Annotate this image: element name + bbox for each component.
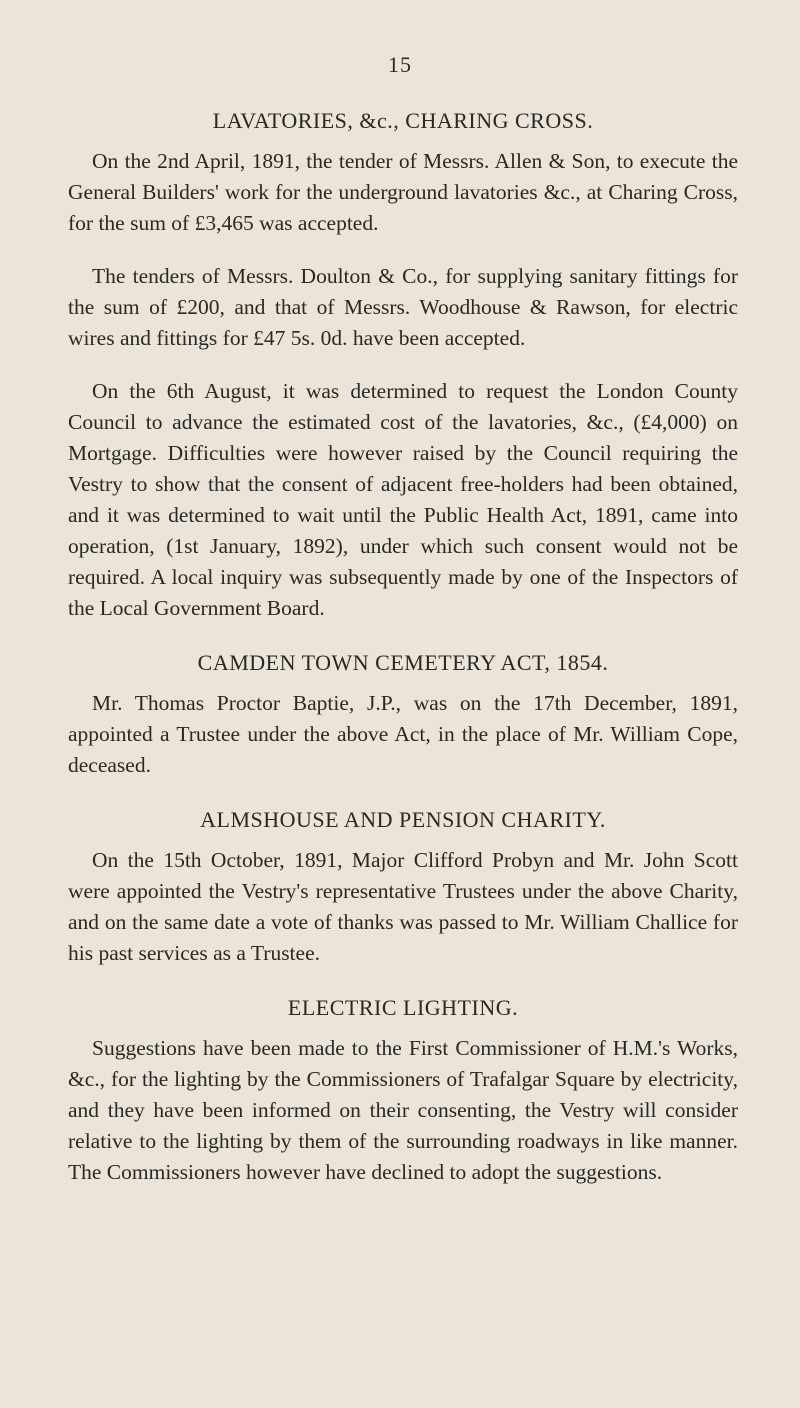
section-heading: ALMSHOUSE AND PENSION CHARITY. [200,807,606,832]
paragraph: On the 2nd April, 1891, the tender of Messrs. Allen & Son, to execute the General Builders' work for the underground lavatories &c., at Charing Cross, for the sum of £3,465 was accepted. [68,149,738,235]
section-almshouse-charity [68,807,738,969]
paragraph: On the 15th October, 1891, Major Clifford Probyn and Mr. John Scott were appointed the Vestry's representative Trustees under the above Charity, and on the same date a vote of thanks was passed to Mr. William Challice for his past services as a Trustee. [68,848,738,965]
paragraph: On the 6th August, it was determined to request the London County Council to advance the estimated cost of the lavatories, &c., (£4,000) on Mortgage. Difficulties were however raised by the Council requiring the Vestry to show that the consent of adjacent free-holders had been obtained, and it was determined to wait until the Public Health Act, 1891, came into operation, (1st January, 1892), under which such consent would not be required. A local inquiry was subsequently made by one of the Inspectors of the Local Government Board. [68,379,738,620]
paragraph: The tenders of Messrs. Doulton & Co., for supplying sanitary fittings for the sum of £200, and that of Messrs. Woodhouse & Rawson, for electric wires and fittings for £47 5s. 0d. have been accepted. [68,264,738,350]
section-electric-lighting [68,995,738,1188]
paragraph: Suggestions have been made to the First Commissioner of H.M.'s Works, &c., for the lighting by the Commissioners of Trafalgar Square by electricity, and they have been informed on their consenting, the Vestry will consider relative to the lighting by them of the surrounding roadways in like manner. The Commissioners however have declined to adopt the suggestions. [68,1036,738,1184]
paragraph: Mr. Thomas Proctor Baptie, J.P., was on the 17th December, 1891, appointed a Trustee under the above Act, in the place of Mr. William Cope, deceased. [68,691,738,777]
section-heading: CAMDEN TOWN CEMETERY ACT, 1854. [197,650,609,675]
section-heading: LAVATORIES, &c., CHARING CROSS. [212,108,594,133]
section-heading: ELECTRIC LIGHTING. [287,995,519,1020]
page-number: 15 [388,52,412,77]
section-cemetery-act [68,650,738,781]
section-lavatories [68,108,738,624]
page-content [68,108,738,1188]
